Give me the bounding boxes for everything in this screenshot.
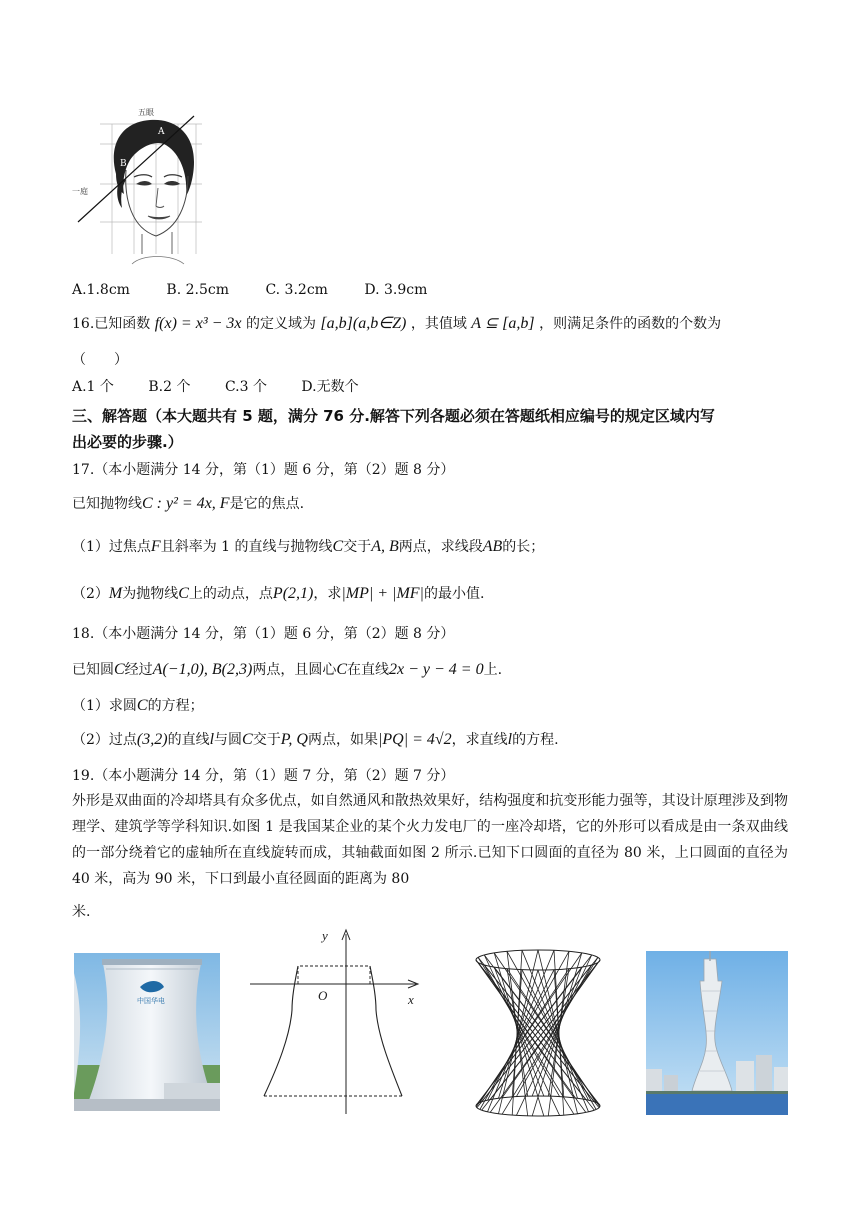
q19-header: 19.（本小题满分 14 分，第（1）题 7 分，第（2）题 7 分）: [72, 768, 455, 784]
q16-paren: （ ）: [72, 352, 128, 368]
hyperboloid-ruling-line: [476, 953, 582, 1107]
q17-part2: （2）M为抛物线C上的动点，点P(2,1)，求|MP| + |MF|的最小值.: [72, 585, 485, 602]
q17-part1: （1）过焦点F且斜率为 1 的直线与抛物线C交于A, B两点，求线段AB的长；: [72, 538, 545, 555]
hyperboloid-ruling-line: [538, 970, 578, 1098]
cooling-tower-photo: [74, 953, 220, 1111]
q16-options: [72, 377, 389, 397]
q16-domain: [a,b](a,b∈Z): [320, 315, 407, 332]
face-figure: [72, 104, 210, 270]
face-label-b: B: [120, 159, 127, 169]
q18-header: 18.（本小题满分 14 分，第（1）题 6 分，第（2）题 8 分）: [72, 626, 455, 642]
q15-option-b: B. 2.5cm: [166, 282, 229, 298]
hyperboloid-wireframe: [468, 944, 608, 1120]
canton-tower-photo: [646, 951, 788, 1115]
q16-stem: 16.已知函数 f(x) = x³ − 3x 的定义域为 [a,b](a,b∈Z) ，其值域 A ⊆ [a,b] ，则满足条件的函数的个数为: [72, 315, 722, 332]
origin-label: O: [318, 988, 328, 1003]
q16-option-d: D.无数个: [301, 379, 359, 395]
q16-function: f(x) = x³ − 3x: [154, 315, 242, 332]
q16-option-c: C.3 个: [224, 379, 267, 395]
section3-heading-line2: 出必要的步骤.）: [72, 433, 183, 451]
section3-heading-line1: 三、解答题（本大题共有 5 题，满分 76 分.解答下列各题必须在答题纸相应编号的规定区域内写: [72, 407, 715, 425]
q18-part1: （1）求圆C的方程；: [72, 697, 204, 714]
q16-option-b: B.2 个: [148, 379, 191, 395]
q15-option-d: D. 3.9cm: [364, 282, 428, 298]
q16-option-a: A.1 个: [72, 379, 114, 395]
q19-body-end: 米.: [72, 904, 91, 920]
face-label-top: 五眼: [138, 108, 154, 117]
q17-stem: 已知抛物线C : y² = 4x, F是它的焦点.: [72, 495, 305, 512]
x-axis-label: x: [408, 992, 414, 1007]
axial-section-diagram: [248, 926, 422, 1118]
q17-header: 17.（本小题满分 14 分，第（1）题 6 分，第（2）题 8 分）: [72, 462, 455, 478]
q18-part2: （2）过点(3,2)的直线l与圆C交于P, Q两点，如果|PQ| = 4√2，求直线l的方程.: [72, 731, 559, 748]
face-label-a: A: [158, 127, 165, 137]
face-label-left: 一庭: [72, 187, 88, 196]
q15-option-c: C. 3.2cm: [265, 282, 328, 298]
q19-body: 外形是双曲面的冷却塔具有众多优点，如自然通风和散热效果好，结构强度和抗变形能力强等，其设计原理涉及到物理学、建筑学等学科知识.如图 1 是我国某企业的某个火力发电厂的一座冷却塔，它的外形可以看成是由一条双曲线的一部分绕着它的虚轴所在直线旋转而成，其轴截面如图 2 所示.已知下口圆面的直径为 80 米，上口圆面的直径为 40 米，高为 90 米，下口到最小直径圆面的距离为 80: [72, 793, 788, 887]
q18-stem: 已知圆C经过A(−1,0), B(2,3)两点，且圆心C在直线2x − y − 4 = 0上.: [72, 661, 503, 678]
q15-option-a: A.1.8cm: [72, 282, 130, 298]
tower-logo-text: 中国华电: [137, 997, 165, 1005]
q16-range: A ⊆ [a,b]: [471, 315, 535, 332]
y-axis-label: y: [322, 928, 328, 943]
q15-options: [72, 280, 459, 300]
